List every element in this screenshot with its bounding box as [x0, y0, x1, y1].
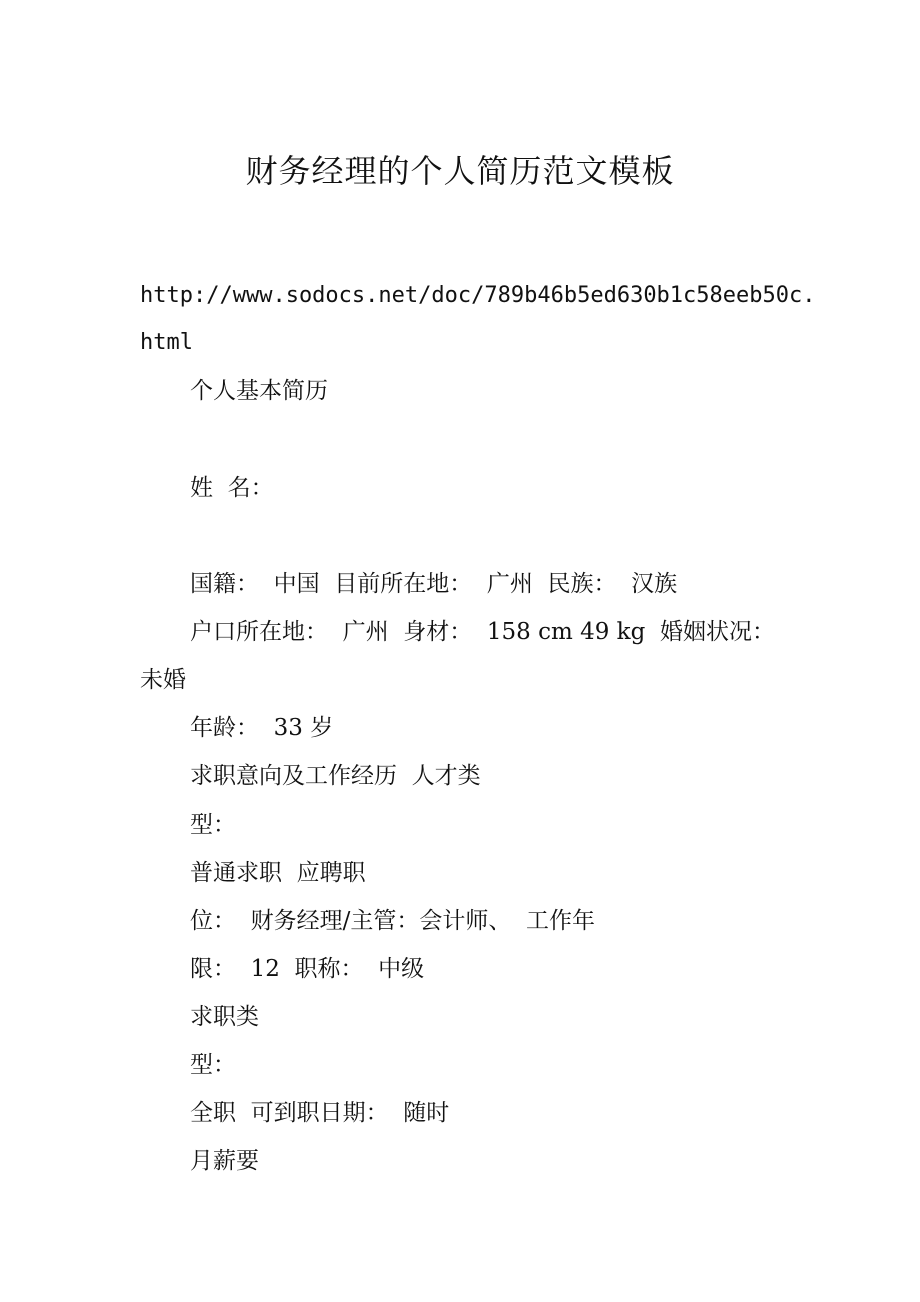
name-field: 姓 名：: [190, 475, 274, 501]
salary-line: 月薪要: [190, 1148, 259, 1174]
age-line: 年龄： 33 岁: [190, 715, 334, 741]
availability-line: 全职 可到职日期： 随时: [190, 1100, 450, 1126]
nationality-line: 国籍： 中国 目前所在地： 广州 民族： 汉族: [190, 571, 678, 597]
marital-status-value: 未婚: [140, 667, 186, 693]
residence-line: 户口所在地： 广州 身材： 158 cm 49 kg 婚姻状况：: [190, 619, 775, 645]
job-type-label: 求职类: [190, 1004, 259, 1030]
talent-type-label: 型：: [190, 812, 236, 838]
work-years-line: 限： 12 职称： 中级: [190, 956, 425, 982]
source-url-line-2: html: [140, 330, 193, 355]
section-heading-basic-resume: 个人基本简历: [190, 378, 328, 404]
job-type-suffix: 型：: [190, 1052, 236, 1078]
applied-position-line: 普通求职 应聘职: [190, 860, 366, 886]
position-line: 位： 财务经理/主管：会计师、 工作年: [190, 908, 595, 934]
job-intention-line: 求职意向及工作经历 人才类: [190, 763, 481, 789]
source-url-line-1: http://www.sodocs.net/doc/789b46b5ed630b1c58eeb50c.: [140, 283, 816, 308]
document-title: 财务经理的个人简历范文模板: [245, 152, 675, 190]
